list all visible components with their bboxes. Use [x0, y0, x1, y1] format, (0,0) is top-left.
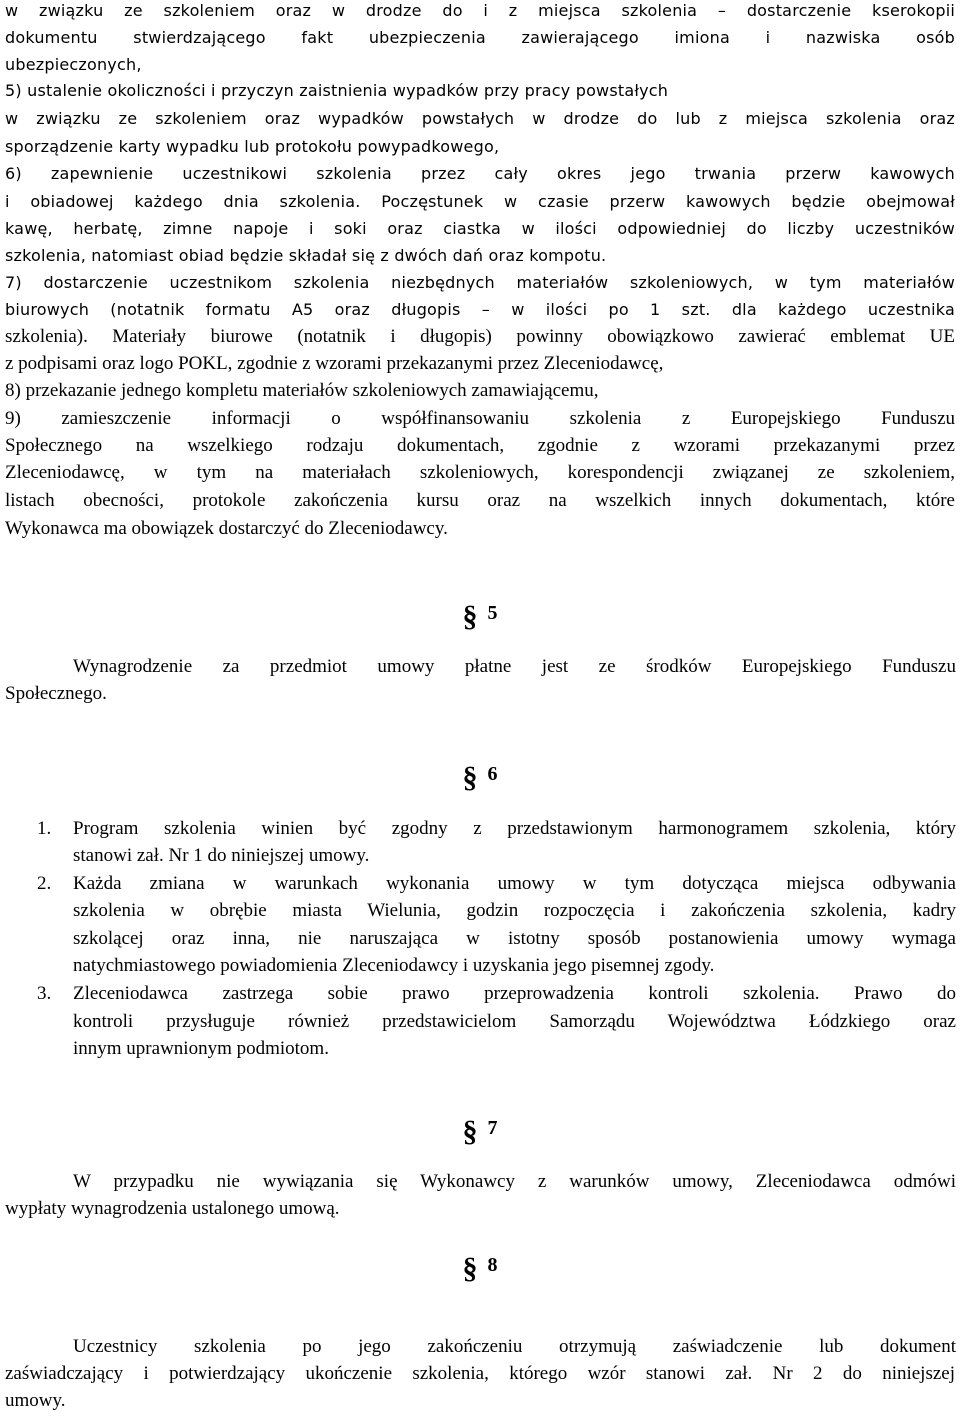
intro-line-12: biurowych (notatnik formatu A5 oraz długopis – w ilości po 1 szt. dla każdego uczestnika — [5, 300, 955, 319]
section-5-line-2: Społecznego. — [5, 683, 107, 704]
section-6-item-3-line-3: innym uprawnionym podmiotom. — [73, 1038, 329, 1059]
intro-line-4: 5) ustalenie okoliczności i przyczyn zaistnienia wypadków przy pracy powstałych — [5, 81, 669, 100]
list-item-number: 2. — [37, 873, 52, 894]
intro-line-11: 7) dostarczenie uczestnikom szkolenia niezbędnych materiałów szkoleniowych, w tym materiałów — [5, 273, 955, 292]
section-6-item-1-line-1: Program szkolenia winien być zgodny z przedstawionym harmonogramem szkolenia, który — [73, 818, 956, 839]
intro-line-16: 9) zamieszczenie informacji o współfinansowaniu szkolenia z Europejskiego Funduszu — [5, 408, 955, 429]
section-5-line-1: Wynagrodzenie za przedmiot umowy płatne jest ze środków Europejskiego Funduszu — [73, 656, 956, 677]
intro-line-6: sporządzenie karty wypadku lub protokołu powypadkowego, — [5, 137, 500, 156]
section-sign-icon: § — [462, 1252, 478, 1285]
intro-line-18: Zleceniodawcę, w tym na materiałach szkoleniowych, korespondencji związanej ze szkoleniem, — [5, 462, 955, 483]
section-7-line-2: wypłaty wynagrodzenia ustalonego umową. — [5, 1198, 340, 1219]
section-6-number: 6 — [487, 763, 498, 785]
section-8-line-3: umowy. — [5, 1390, 66, 1411]
intro-line-9: kawę, herbatę, zimne napoje i soki oraz ciastka w ilości odpowiedniej do liczby uczestników — [5, 219, 955, 238]
intro-line-5: w związku ze szkoleniem oraz wypadków powstałych w drodze do lub z miejsca szkolenia oraz — [5, 109, 955, 128]
section-6-item-2-line-1: Każda zmiana w warunkach wykonania umowy w tym dotycząca miejsca odbywania — [73, 873, 956, 894]
intro-line-17: Społecznego na wszelkiego rodzaju dokumentach, zgodnie z wzorami przekazanymi przez — [5, 435, 955, 456]
section-6-item-1-line-2: stanowi zał. Nr 1 do niniejszej umowy. — [73, 845, 370, 866]
intro-line-1: w związku ze szkoleniem oraz w drodze do i z miejsca szkolenia – dostarczenie kserokopii — [5, 1, 955, 20]
intro-line-15: 8) przekazanie jednego kompletu materiałów szkoleniowych zamawiającemu, — [5, 380, 599, 401]
intro-line-10: szkolenia, natomiast obiad będzie składał się z dwóch dań oraz kompotu. — [5, 246, 607, 265]
section-8-heading — [0, 1252, 960, 1285]
section-6-item-3-line-1: Zleceniodawca zastrzega sobie prawo przeprowadzenia kontroli szkolenia. Prawo do — [73, 983, 956, 1004]
section-7-heading — [0, 1115, 960, 1148]
section-sign-icon: § — [462, 1115, 478, 1148]
list-item-number: 3. — [37, 983, 52, 1004]
section-6-item-2-line-4: natychmiastowego powiadomienia Zleceniodawcy i uzyskania jego pisemnej zgody. — [73, 955, 715, 976]
intro-line-7: 6) zapewnienie uczestnikowi szkolenia przez cały okres jego trwania przerw kawowych — [5, 164, 955, 183]
intro-line-2: dokumentu stwierdzającego fakt ubezpieczenia zawierającego imiona i nazwiska osób — [5, 28, 955, 47]
intro-line-13: szkolenia). Materiały biurowe (notatnik i długopis) powinny obowiązkowo zawierać emblemat UE — [5, 326, 955, 347]
section-6-item-2-line-3: szkolącej oraz inna, nie naruszająca w istotny sposób postanowienia umowy wymaga — [73, 928, 956, 949]
section-7-line-1: W przypadku nie wywiązania się Wykonawcy z warunków umowy, Zleceniodawca odmówi — [73, 1171, 956, 1192]
section-sign-icon: § — [462, 600, 478, 633]
section-sign-icon: § — [462, 761, 478, 794]
section-6-item-3-line-2: kontroli przysługuje również przedstawicielom Samorządu Województwa Łódzkiego oraz — [73, 1011, 956, 1032]
intro-line-8: i obiadowej każdego dnia szkolenia. Poczęstunek w czasie przerw kawowych będzie obejmował — [5, 192, 955, 211]
intro-line-20: Wykonawca ma obowiązek dostarczyć do Zleceniodawcy. — [5, 518, 448, 539]
section-8-line-1: Uczestnicy szkolenia po jego zakończeniu otrzymują zaświadczenie lub dokument — [73, 1336, 956, 1357]
section-6-item-2-line-2: szkolenia w obrębie miasta Wielunia, godzin rozpoczęcia i zakończenia szkolenia, kadry — [73, 900, 956, 921]
intro-line-14: z podpisami oraz logo POKL, zgodnie z wzorami przekazanymi przez Zleceniodawcę, — [5, 353, 664, 374]
section-8-number: 8 — [487, 1254, 498, 1276]
section-5-number: 5 — [487, 602, 498, 624]
section-5-heading — [0, 600, 960, 633]
section-6-heading — [0, 761, 960, 794]
intro-line-3: ubezpieczonych, — [5, 55, 142, 74]
section-8-line-2: zaświadczający i potwierdzający ukończenie szkolenia, którego wzór stanowi zał. Nr 2 do niniejszej — [5, 1363, 955, 1384]
intro-line-19: listach obecności, protokole zakończenia kursu oraz na wszelkich innych dokumentach, które — [5, 490, 955, 511]
list-item-number: 1. — [37, 818, 52, 839]
section-7-number: 7 — [487, 1117, 498, 1139]
